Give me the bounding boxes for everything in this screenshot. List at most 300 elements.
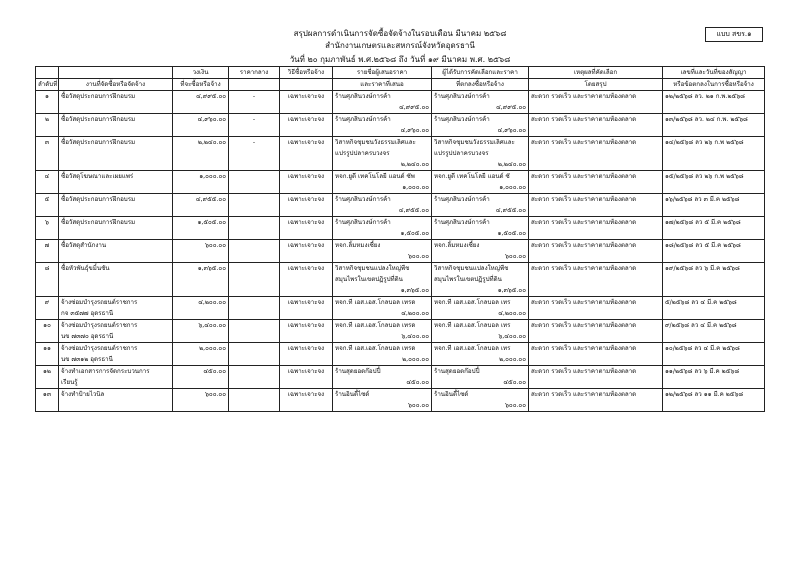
table-row-detail	[36, 354, 765, 366]
table-row-price	[36, 159, 765, 171]
reason-cont	[529, 102, 663, 114]
median-price	[229, 194, 280, 206]
contract-ref: ๑๗/๒๕๖๘ ลว ๕ มี.ค ๒๕๖๘	[663, 217, 765, 229]
bid-price: ๒,๐๐๐.๐๐	[333, 354, 432, 366]
table-row-detail	[36, 228, 765, 240]
row-number: ๑๑	[36, 343, 59, 355]
budget-amount: ๔,๙๕๕.๐๐	[173, 194, 229, 206]
procurement-method: เฉพาะเจาะจง	[280, 297, 333, 309]
form-code-box: แบบ สขร.๑	[705, 27, 763, 42]
col-winner-header: ผู้ได้รับการคัดเลือกและราคา	[432, 67, 529, 79]
method-cont	[280, 148, 333, 159]
win-price: ๑,๐๐๐.๐๐	[432, 182, 529, 194]
procurement-method: เฉพาะเจาะจง	[280, 114, 333, 126]
col-item-header	[59, 67, 173, 79]
median-cont	[229, 354, 280, 366]
col-contract-header-2: หรือข้อตกลงในการซื้อหรือจ้าง	[663, 79, 765, 91]
procurement-method: เฉพาะเจาะจง	[280, 263, 333, 275]
win-price: ๖,๔๐๐.๐๐	[432, 331, 529, 343]
contract-ref: ๑๒/๒๕๖๘ ลว ๑๑ มี.ค ๒๕๖๘	[663, 389, 765, 401]
winner-name: หจก.ยูดี เทคโนโลยี แอนด์ ซั	[432, 171, 529, 183]
price-cell	[36, 159, 59, 171]
bidder-name-cont: สมุนไพรในเขตปฏิรูปที่ดิน	[333, 274, 432, 285]
table-row-detail	[36, 148, 765, 159]
col-budget-header-2: ที่จะซื้อหรือจ้าง	[173, 79, 229, 91]
table-row	[36, 194, 765, 206]
contract-cont	[663, 308, 765, 320]
procurement-table	[35, 66, 765, 412]
row-number: ๔	[36, 171, 59, 183]
col-reason-header-2: โดยสรุป	[529, 79, 663, 91]
selection-reason: สะดวก รวดเร็ว และราคาตามท้องตลาด	[529, 194, 663, 206]
budget-amount: ๑,๐๐๐.๐๐	[173, 171, 229, 183]
selection-reason: สะดวก รวดเร็ว และราคาตามท้องตลาด	[529, 297, 663, 309]
price-cell	[59, 285, 173, 297]
winner-name: ร้านอินดี้ไซด์	[432, 389, 529, 401]
win-price: ๔,๙๖๐.๐๐	[432, 125, 529, 137]
winner-name: ร้านศุภสินวงษ์การค้า	[432, 194, 529, 206]
col-bidders-header-2: และราคาที่เสนอ	[333, 79, 432, 91]
median-cont	[229, 205, 280, 217]
table-row	[36, 389, 765, 401]
winner-name: วิสาหกิจชุมชนแปลงใหญ่พืช	[432, 263, 529, 275]
method-cont	[280, 400, 333, 412]
procurement-method: เฉพาะเจาะจง	[280, 240, 333, 252]
item-name-cont	[59, 182, 173, 194]
report-title: สรุปผลการดำเนินการจัดซื้อจัดจ้างในรอบเดือน มีนาคม ๒๕๖๘	[293, 29, 507, 38]
budget-cont	[173, 148, 229, 159]
bidder-name: ร้านศุภสินวงษ์การค้า	[333, 91, 432, 103]
median-cont	[229, 182, 280, 194]
contract-ref: ๑๓/๒๕๖๘ ลว. ๒๔ ก.พ. ๒๕๖๘	[663, 114, 765, 126]
reason-cont	[529, 125, 663, 137]
bidder-name: ร้านอินดี้ไซด์	[333, 389, 432, 401]
median-cont	[229, 400, 280, 412]
median-cont	[229, 251, 280, 263]
item-name: ซื้อวัสดุประกอบการฝึกอบรม	[59, 114, 173, 126]
budget-cont	[173, 251, 229, 263]
median-price	[229, 320, 280, 332]
row-number: ๑๐	[36, 320, 59, 332]
median-price	[229, 217, 280, 229]
item-name-cont	[59, 274, 173, 285]
item-name: ซื้อวัสดุประกอบการฝึกอบรม	[59, 217, 173, 229]
procurement-method: เฉพาะเจาะจง	[280, 91, 333, 103]
method-cont	[280, 354, 333, 366]
table-row-detail	[36, 331, 765, 343]
budget-cont	[173, 205, 229, 217]
row-number: ๗	[36, 240, 59, 252]
contract-ref: ๑๐/๒๕๖๘ ลว ๔ มี.ค ๒๕๖๘	[663, 343, 765, 355]
row-number: ๕	[36, 194, 59, 206]
winner-name: วิสาหกิจชุมชนวังธรรมเลิศและ	[432, 137, 529, 149]
bid-price: ๑,๐๐๐.๐๐	[333, 182, 432, 194]
table-row	[36, 137, 765, 149]
row-number-cont	[36, 102, 59, 114]
contract-cont	[663, 148, 765, 159]
price-cell	[36, 285, 59, 297]
bidder-name: ร้านศุภสินวงษ์การค้า	[333, 194, 432, 206]
contract-ref: ๑๘/๒๕๖๘ ลว ๕ มี.ค ๒๕๖๘	[663, 240, 765, 252]
bid-price: ๔,๙๕๕.๐๐	[333, 205, 432, 217]
table-row-price	[36, 285, 765, 297]
selection-reason: สะดวก รวดเร็ว และราคาตามท้องตลาด	[529, 389, 663, 401]
price-cell	[173, 159, 229, 171]
contract-cont	[663, 228, 765, 240]
bidder-name: ร้านสุดยอดก๊อปปี้	[333, 366, 432, 378]
price-cell	[229, 159, 280, 171]
win-price: ๔,๙๙๕.๐๐	[432, 102, 529, 114]
selection-reason: สะดวก รวดเร็ว และราคาตามท้องตลาด	[529, 240, 663, 252]
reason-cont	[529, 274, 663, 285]
col-item-header-2: งานที่จัดซื้อหรือจัดจ้าง	[59, 79, 173, 91]
row-number-cont	[36, 308, 59, 320]
contract-cont	[663, 377, 765, 389]
row-number-cont	[36, 228, 59, 240]
item-name: ซื้อวัสดุประกอบการฝึกอบรม	[59, 91, 173, 103]
reason-cont	[529, 251, 663, 263]
win-price: ๔,๒๐๐.๐๐	[432, 308, 529, 320]
median-price: -	[229, 91, 280, 103]
budget-cont	[173, 354, 229, 366]
bid-price: ๔,๙๙๕.๐๐	[333, 102, 432, 114]
item-name: ซื้อหัวพันธุ์ขมิ้นชัน	[59, 263, 173, 275]
table-row	[36, 343, 765, 355]
reason-cont	[529, 148, 663, 159]
row-number-cont	[36, 274, 59, 285]
contract-ref: ๑๖/๒๕๖๘ ลว ๓ มี.ค ๒๕๖๘	[663, 194, 765, 206]
row-number: ๑๒	[36, 366, 59, 378]
reason-cont	[529, 308, 663, 320]
contract-ref: ๑๑/๒๕๖๘ ลว ๖ มี.ค ๒๕๖๘	[663, 366, 765, 378]
budget-cont	[173, 228, 229, 240]
item-name: ซื้อวัสดุโฆษณาและเผยแพร่	[59, 171, 173, 183]
budget-cont	[173, 125, 229, 137]
median-cont	[229, 228, 280, 240]
median-cont	[229, 377, 280, 389]
budget-amount: ๔,๙๙๕.๐๐	[173, 91, 229, 103]
item-name-cont	[59, 148, 173, 159]
reason-cont	[529, 182, 663, 194]
median-cont	[229, 102, 280, 114]
contract-cont	[663, 274, 765, 285]
col-contract-header: เลขที่และวันที่ของสัญญา	[663, 67, 765, 79]
bid-price: ๔๕๐.๐๐	[333, 377, 432, 389]
median-cont	[229, 148, 280, 159]
win-price: ๒,๒๔๐.๐๐	[432, 159, 529, 171]
item-name-cont: กจ ๓๕๗๗ อุดรธานี	[59, 308, 173, 320]
procurement-method: เฉพาะเจาะจง	[280, 389, 333, 401]
price-cell	[663, 159, 765, 171]
selection-reason: สะดวก รวดเร็ว และราคาตามท้องตลาด	[529, 91, 663, 103]
win-price: ๖๐๐.๐๐	[432, 400, 529, 412]
bid-price: ๑,๕๐๕.๐๐	[333, 228, 432, 240]
contract-ref: ๑๕/๒๕๖๘ ลว ๒๖ ก.พ ๒๕๖๘	[663, 171, 765, 183]
winner-name: ร้านศุภสินวงษ์การค้า	[432, 217, 529, 229]
table-row	[36, 366, 765, 378]
budget-cont	[173, 274, 229, 285]
contract-cont	[663, 182, 765, 194]
col-reason-header: เหตุผลที่คัดเลือก	[529, 67, 663, 79]
table-row-detail	[36, 400, 765, 412]
item-name: จ้างซ่อมบำรุงรถยนต์ราชการ	[59, 320, 173, 332]
table-row-detail	[36, 205, 765, 217]
col-method-header: วิธีซื้อหรือจ้าง	[280, 67, 333, 79]
contract-cont	[663, 400, 765, 412]
contract-cont	[663, 354, 765, 366]
median-cont	[229, 308, 280, 320]
procurement-method: เฉพาะเจาะจง	[280, 217, 333, 229]
median-price	[229, 343, 280, 355]
table-row-detail	[36, 125, 765, 137]
table-row	[36, 91, 765, 103]
win-price: ๒,๐๐๐.๐๐	[432, 354, 529, 366]
budget-cont	[173, 308, 229, 320]
reason-cont	[529, 205, 663, 217]
selection-reason: สะดวก รวดเร็ว และราคาตามท้องตลาด	[529, 137, 663, 149]
winner-name: ร้านศุภสินวงษ์การค้า	[432, 114, 529, 126]
price-cell	[229, 285, 280, 297]
price-cell	[173, 285, 229, 297]
bidder-name-cont: แปรรูปปลาครบวงจร	[333, 148, 432, 159]
row-number: ๒	[36, 114, 59, 126]
table-row-detail	[36, 251, 765, 263]
item-name: จ้างทำป้ายไวนิล	[59, 389, 173, 401]
win-price: ๑,๕๐๕.๐๐	[432, 228, 529, 240]
procurement-method: เฉพาะเจาะจง	[280, 194, 333, 206]
budget-cont	[173, 331, 229, 343]
bid-price: ๑,๓๖๕.๐๐	[333, 285, 432, 297]
row-number-cont	[36, 251, 59, 263]
contract-cont	[663, 251, 765, 263]
table-row	[36, 217, 765, 229]
table-row	[36, 171, 765, 183]
median-price	[229, 297, 280, 309]
bidder-name: หจก.ที เอส.เอส.โกลบอล เทรด	[333, 297, 432, 309]
item-name-cont	[59, 125, 173, 137]
bid-price: ๔,๙๖๐.๐๐	[333, 125, 432, 137]
price-cell	[280, 159, 333, 171]
median-cont	[229, 331, 280, 343]
report-period: วันที่ ๒๐ กุมภาพันธ์ พ.ศ.๒๕๖๘ ถึง วันที่ ๑๙ มีนาคม พ.ศ. ๒๕๖๘	[289, 55, 511, 64]
win-price: ๖๐๐.๐๐	[432, 251, 529, 263]
item-name-cont	[59, 251, 173, 263]
row-number: ๙	[36, 297, 59, 309]
row-number: ๑	[36, 91, 59, 103]
item-name-cont	[59, 205, 173, 217]
price-cell	[280, 285, 333, 297]
bid-price: ๒,๒๔๐.๐๐	[333, 159, 432, 171]
budget-amount: ๔,๒๐๐.๐๐	[173, 297, 229, 309]
row-number: ๖	[36, 217, 59, 229]
bid-price: ๔,๒๐๐.๐๐	[333, 308, 432, 320]
row-number: ๑๓	[36, 389, 59, 401]
reason-cont	[529, 228, 663, 240]
item-name-cont: เรียนรู้	[59, 377, 173, 389]
win-price: ๑,๓๖๕.๐๐	[432, 285, 529, 297]
median-price	[229, 240, 280, 252]
bid-price: ๖๐๐.๐๐	[333, 400, 432, 412]
table-row-detail	[36, 102, 765, 114]
method-cont	[280, 228, 333, 240]
budget-amount: ๖๐๐.๐๐	[173, 389, 229, 401]
item-name-cont	[59, 102, 173, 114]
col-no-header	[36, 67, 59, 79]
table-row	[36, 297, 765, 309]
bidder-name: หจก.ที เอส.เอส.โกลบอล เทรด	[333, 343, 432, 355]
bid-price: ๖๐๐.๐๐	[333, 251, 432, 263]
method-cont	[280, 182, 333, 194]
method-cont	[280, 125, 333, 137]
budget-amount: ๒,๐๐๐.๐๐	[173, 343, 229, 355]
col-winner-header-2: ที่ตกลงซื้อหรือจ้าง	[432, 79, 529, 91]
procurement-method: เฉพาะเจาะจง	[280, 343, 333, 355]
method-cont	[280, 331, 333, 343]
row-number-cont	[36, 148, 59, 159]
selection-reason: สะดวก รวดเร็ว และราคาตามท้องตลาด	[529, 320, 663, 332]
budget-amount: ๑,๓๖๕.๐๐	[173, 263, 229, 275]
item-name-cont	[59, 400, 173, 412]
reason-cont	[529, 354, 663, 366]
contract-cont	[663, 125, 765, 137]
item-name: จ้างทำเอกสารการจัดกระบวนการ	[59, 366, 173, 378]
item-name: ซื้อวัสดุประกอบการฝึกอบรม	[59, 194, 173, 206]
col-budget-header: วงเงิน	[173, 67, 229, 79]
bidder-name: หจก.ยูดี เทคโนโลยี แอนด์ ซัพ	[333, 171, 432, 183]
method-cont	[280, 377, 333, 389]
item-name: จ้างซ่อมบำรุงรถยนต์ราชการ	[59, 343, 173, 355]
price-cell	[59, 159, 173, 171]
table-row-detail	[36, 377, 765, 389]
reason-cont	[529, 331, 663, 343]
table-row-detail	[36, 308, 765, 320]
budget-amount: ๖๐๐.๐๐	[173, 240, 229, 252]
procurement-method: เฉพาะเจาะจง	[280, 366, 333, 378]
median-price	[229, 263, 280, 275]
item-name-cont	[59, 228, 173, 240]
method-cont	[280, 308, 333, 320]
row-number-cont	[36, 205, 59, 217]
row-number-cont	[36, 182, 59, 194]
selection-reason: สะดวก รวดเร็ว และราคาตามท้องตลาด	[529, 114, 663, 126]
median-price	[229, 389, 280, 401]
col-no-header-2: ลำดับที่	[36, 79, 59, 91]
budget-cont	[173, 102, 229, 114]
row-number: ๘	[36, 263, 59, 275]
col-median-header: ราคากลาง	[229, 67, 280, 79]
bid-price: ๖,๔๐๐.๐๐	[333, 331, 432, 343]
bidder-name: ร้านศุภสินวงษ์การค้า	[333, 114, 432, 126]
budget-amount: ๒,๒๔๐.๐๐	[173, 137, 229, 149]
winner-name: ร้านสุดยอดก๊อปปี้	[432, 366, 529, 378]
table-header	[36, 67, 765, 91]
bidder-name: หจก.ที เอส.เอส.โกลบอล เทรด	[333, 320, 432, 332]
bidder-name: วิสาหกิจชุมชนแปลงใหญ่พืช	[333, 263, 432, 275]
table-row-detail	[36, 274, 765, 285]
budget-cont	[173, 400, 229, 412]
item-name: ซื้อวัสดุสำนักงาน	[59, 240, 173, 252]
reason-cont	[529, 377, 663, 389]
row-number-cont	[36, 400, 59, 412]
bidder-name: หจก.ลิ้มหมงเซี้ยง	[333, 240, 432, 252]
median-price: -	[229, 137, 280, 149]
table-row	[36, 263, 765, 275]
budget-amount: ๑,๕๐๕.๐๐	[173, 217, 229, 229]
procurement-method: เฉพาะเจาะจง	[280, 320, 333, 332]
row-number: ๓	[36, 137, 59, 149]
contract-ref: ๑๒/๒๕๖๘ ลว. ๒๑ ก.พ.๒๕๖๘	[663, 91, 765, 103]
col-median-header-2	[229, 79, 280, 91]
budget-amount: ๔,๙๖๐.๐๐	[173, 114, 229, 126]
item-name: จ้างซ่อมบำรุงรถยนต์ราชการ	[59, 297, 173, 309]
median-price	[229, 366, 280, 378]
method-cont	[280, 205, 333, 217]
selection-reason: สะดวก รวดเร็ว และราคาตามท้องตลาด	[529, 366, 663, 378]
bidder-name: วิสาหกิจชุมชนวังธรรมเลิศและ	[333, 137, 432, 149]
table-row	[36, 320, 765, 332]
winner-name: หจก.ที เอส.เอส.โกลบอล เทร	[432, 297, 529, 309]
table-row	[36, 240, 765, 252]
item-name-cont: นข ๗๓๑๒ อุดรธานี	[59, 354, 173, 366]
contract-ref: ๑๙/๒๕๖๘ ลว ๖ มี.ค ๒๕๖๘	[663, 263, 765, 275]
win-price: ๔๕๐.๐๐	[432, 377, 529, 389]
method-cont	[280, 102, 333, 114]
item-name: ซื้อวัสดุประกอบการฝึกอบรม	[59, 137, 173, 149]
budget-cont	[173, 182, 229, 194]
col-method-header-2	[280, 79, 333, 91]
winner-name-cont: สมุนไพรในเขตปฏิรูปที่ดิน	[432, 274, 529, 285]
budget-cont	[173, 377, 229, 389]
winner-name-cont: แปรรูปปลาครบวงจร	[432, 148, 529, 159]
price-cell	[529, 285, 663, 297]
procurement-method: เฉพาะเจาะจง	[280, 171, 333, 183]
row-number-cont	[36, 125, 59, 137]
selection-reason: สะดวก รวดเร็ว และราคาตามท้องตลาด	[529, 171, 663, 183]
winner-name: หจก.ที เอส.เอส.โกลบอล เทร	[432, 320, 529, 332]
winner-name: ร้านศุภสินวงษ์การค้า	[432, 91, 529, 103]
method-cont	[280, 251, 333, 263]
row-number-cont	[36, 377, 59, 389]
price-cell	[663, 285, 765, 297]
row-number-cont	[36, 354, 59, 366]
median-cont	[229, 274, 280, 285]
contract-ref: ๑๔/๒๕๖๘ ลว ๒๖ ก.พ ๒๕๖๘	[663, 137, 765, 149]
budget-amount: ๔๕๐.๐๐	[173, 366, 229, 378]
table-row	[36, 114, 765, 126]
budget-amount: ๖,๔๐๐.๐๐	[173, 320, 229, 332]
win-price: ๔,๙๕๕.๐๐	[432, 205, 529, 217]
table-body	[36, 91, 765, 412]
winner-name: หจก.ลิ้มหมงเซี้ยง	[432, 240, 529, 252]
selection-reason: สะดวก รวดเร็ว และราคาตามท้องตลาด	[529, 217, 663, 229]
median-price: -	[229, 114, 280, 126]
contract-cont	[663, 331, 765, 343]
price-cell	[529, 159, 663, 171]
median-cont	[229, 125, 280, 137]
agency-name: สำนักงานเกษตรและสหกรณ์จังหวัดอุดรธานี	[325, 41, 475, 50]
item-name-cont: นข ๗๓๗๐ อุดรธานี	[59, 331, 173, 343]
col-bidders-header: รายชื่อผู้เสนอราคา	[333, 67, 432, 79]
winner-name: หจก.ที เอส.เอส.โกลบอล เทร	[432, 343, 529, 355]
contract-ref: ๙/๒๕๖๘ ลว ๔ มี.ค ๒๕๖๘	[663, 320, 765, 332]
median-price	[229, 171, 280, 183]
procurement-method: เฉพาะเจาะจง	[280, 137, 333, 149]
contract-cont	[663, 205, 765, 217]
table-row-detail	[36, 182, 765, 194]
bidder-name: ร้านศุภสินวงษ์การค้า	[333, 217, 432, 229]
method-cont	[280, 274, 333, 285]
contract-ref: ๕/๒๕๖๘ ลว ๔ มี.ค ๒๕๖๘	[663, 297, 765, 309]
